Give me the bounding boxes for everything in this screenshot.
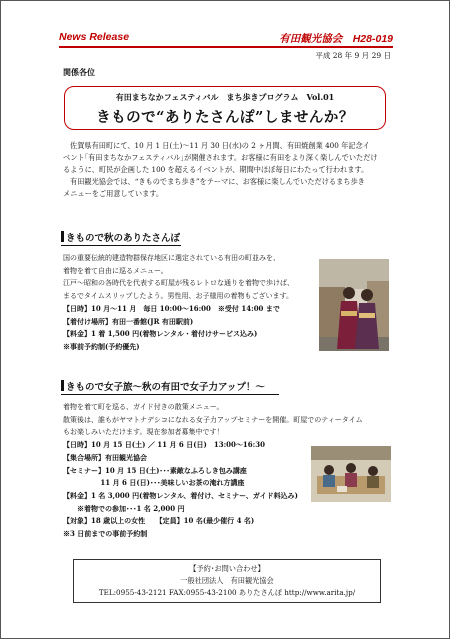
intro-line: メニューをご用意しています。 [63, 189, 164, 198]
section2-line: ※着物での参加･･･1 名 2,000 円 [63, 503, 185, 513]
section1-line: まるでタイムスリップしたよう。男性用、お子様用の着物もございます。 [63, 292, 293, 301]
section1-line: 【料金】1 着 1,500 円(着物レンタル・着付けサービス込み) [63, 329, 258, 339]
section2-heading [61, 379, 279, 395]
title-main: きもので“ありたさんぽ”しませんか？ [96, 109, 354, 126]
contact-heading: 【予約･お問い合わせ】 [189, 564, 265, 573]
section2-heading-text: きもので女子旅～秋の有田で女子力アップ！～ [66, 382, 265, 393]
section1-line: 着物を着て自由に巡るメニュー。 [63, 266, 168, 275]
contact-details: TEL:0955-43-2121 FAX:0955-43-2100 ありたさんぽ http://www.arita.jp/ [98, 588, 356, 597]
kimono-photo [319, 259, 389, 351]
intro-line: 有田観光協会では、“きものでまち歩き”をテーマに、お客様に楽しんでいただけるまち歩き [70, 177, 365, 186]
news-release-label: News Release [59, 31, 130, 43]
section2-line: ※3 日前までの事前予約制 [63, 529, 148, 539]
section2-line: 【対象】18 歳以上の女性 【定員】10 名(最少催行 4 名) [63, 516, 255, 526]
section2-line: 11 月 6 日(日)･･･美味しいお茶の淹れ方講座 [63, 478, 245, 488]
section1-line: 江戸～昭和の各時代を代表する町屋が残るレトロな通りを着物で歩けば、 [63, 279, 294, 288]
heading-marker [61, 380, 64, 391]
intro-paragraph [63, 140, 391, 200]
section2-line: 散策後は、誰もがヤマトナデシコになれる女子力アップセミナーを開催。町屋でのティータイム [63, 415, 363, 424]
section2-line: 【料金】1 名 3,000 円(着物レンタル、着付け、セミナー、ガイド料込み) [63, 490, 298, 500]
intro-line: 佐賀県有田町にて、10 月 1 日(土)～11 月 30 日(水)の 2 ヶ月間、有田焼創業 400 年記念イ [70, 141, 370, 150]
intro-line: るように、町民が企画した 100 を超えるイベントが、期間中ほぼ毎日にわたって行われます。 [63, 165, 369, 174]
section2-line: 【日時】10 月 15 日(土) ／ 11 月 6 日(日) 13:00～16:30 [63, 440, 265, 450]
contact-organization: 一般社団法人 有田観光協会 [180, 576, 274, 585]
section1-line: 【日時】10 月～11 月 毎日 10:00～16:00 ※受付 14:00 まで [63, 303, 280, 313]
section1-line: 【着付け場所】有田一番館(JR 有田駅前) [63, 316, 194, 326]
header-rule [59, 46, 393, 48]
release-date: 平成 28 年 9 月 29 日 [315, 51, 391, 60]
addressee: 関係各位 [63, 67, 95, 77]
section2-line: もお楽しみいただけます。現在参加者募集中です！ [63, 428, 224, 437]
contact-box [73, 559, 381, 603]
section1-body [63, 252, 294, 354]
intro-line: ベント｢有田まちなかフェスティバル｣が開催されます。お客様に有田をより深く楽しんでいただけ [63, 153, 378, 162]
section2-line: 【セミナー】10 月 15 日(土)･･･素敵なふろしき包み講座 [63, 465, 247, 475]
title-subtitle: 有田まちなかフェスティバル まち歩きプログラム Vol.01 [115, 92, 335, 102]
section2-line: 着物を着て町を巡る、ガイド付きの散策メニュー。 [63, 403, 224, 411]
section1-heading-text: きもので秋のありたさんぽ [66, 233, 181, 244]
seminar-photo [311, 446, 391, 502]
header-bar [59, 31, 393, 46]
heading-marker [61, 231, 64, 242]
section1-heading [61, 230, 181, 246]
title-box [64, 86, 386, 130]
section1-line: 国の重要伝統的建造物群保存地区に選定されている有田の町並みを、 [63, 254, 280, 262]
section2-line: 【集合場所】有田観光協会 [63, 452, 147, 462]
section1-line: ※事前予約制(予約優先) [63, 341, 140, 351]
issuer-code: 有田観光協会 H28-019 [279, 33, 393, 45]
